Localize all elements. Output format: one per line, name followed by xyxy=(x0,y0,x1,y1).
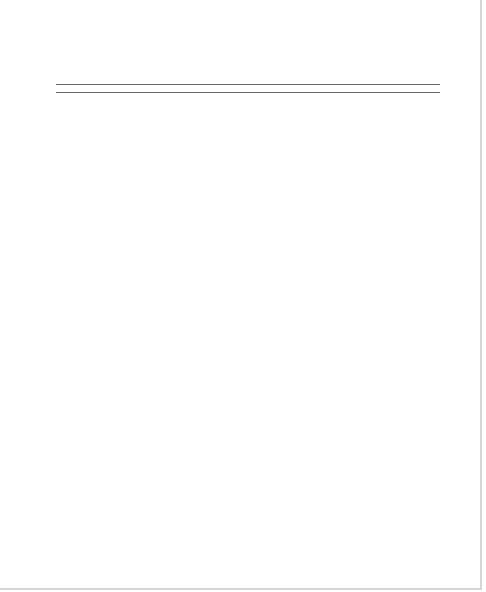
table-of-contents xyxy=(56,56,440,99)
spacer xyxy=(56,93,440,99)
part-heading xyxy=(56,69,440,81)
part-title-box xyxy=(56,84,440,93)
